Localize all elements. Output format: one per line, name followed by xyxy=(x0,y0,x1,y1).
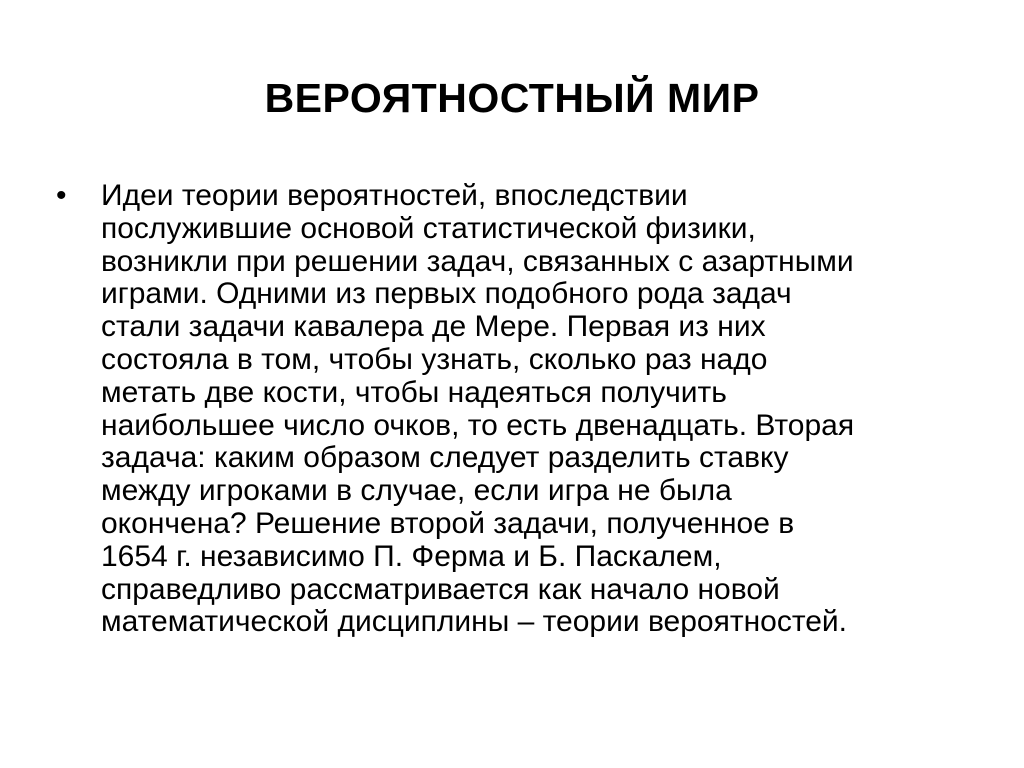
bullet-item xyxy=(56,180,976,639)
bullet-text: Идеи теории вероятностей, впоследствии послужившие основой статистической физики, возникли при решении задач, связанных с азартными играми. Одними из первых подобного рода задач стали задачи кавалера де Мере. Первая из них состояла в том, чтобы узнать, сколько раз надо метать две кости, чтобы надеяться получить наибольшее число очков, то есть двенадцать. Вторая задача: каким образом следует разделить ставку между игроками в случае, если игра не была окончена? Решение второй задачи, полученное в 1654 г. независимо П. Ферма и Б. Паскалем, справедливо рассматривается как начало новой математической дисциплины – теории вероятностей. xyxy=(101,179,855,639)
slide-title: ВЕРОЯТНОСТНЫЙ МИР xyxy=(264,75,760,121)
bullet-marker: • xyxy=(56,179,67,212)
bullet-list xyxy=(56,180,976,639)
